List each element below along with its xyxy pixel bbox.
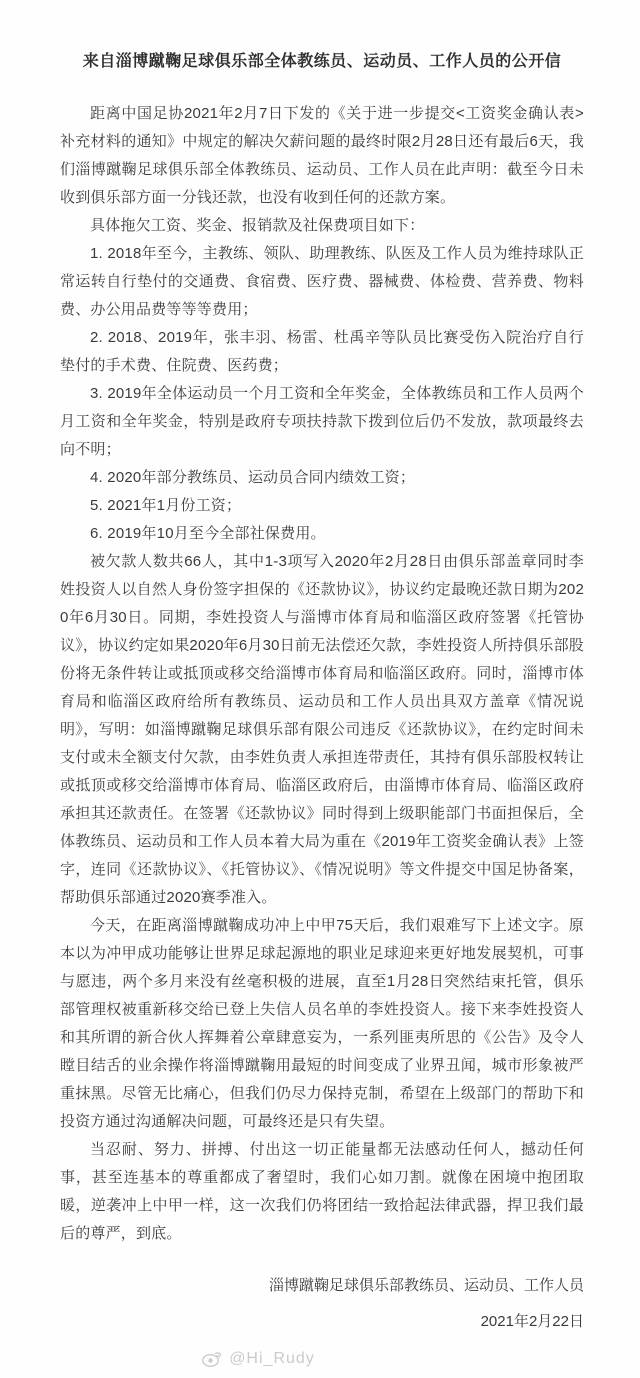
watermark-handle: @Hi_Rudy — [229, 1349, 315, 1367]
paragraph: 3. 2019年全体运动员一个月工资和全年奖金，全体教练员和工作人员两个月工资和全年奖金，特别是政府专项扶持款下拨到位后仍不发放，款项最终去向不明； — [60, 385, 584, 458]
weibo-icon — [201, 1349, 223, 1368]
paragraph: 5. 2021年1月份工资； — [90, 497, 242, 514]
paragraph: 被欠款人数共66人，其中1-3项写入2020年2月28日由俱乐部盖章同时李姓投资人以自然人身份签字担保的《还款协议》，协议约定最晚还款日期为2020年6月30日。同期，李姓投资人与淄博市体育局和临淄区政府签署《托管协议》，协议约定如果2020年6月30日前无法偿还欠款，李姓投资人所持俱乐部股份将无条件转让或抵顶或移交给淄博市体育局和临淄区政府。同时，淄博市体育局和临淄区政府给所有教练员、运动员和工作人员出具双方盖章《情况说明》，写明：如淄博蹴鞠足球俱乐部有限公司违反《还款协议》，在约定时间未支付或未全额支付欠款，由李姓负责人承担连带责任，其持有俱乐部股权转让或抵顶或移交给淄博市体育局、临淄区政府后，由淄博市体育局、临淄区政府承担其还款责任。在签署《还款协议》同时得到上级职能部门书面担保后，全体教练员、运动员和工作人员本着大局为重在《2019年工资奖金确认表》上签字，连同《还款协议》、《托管协议》、《情况说明》等文件提交中国足协备案，帮助俱乐部通过2020赛季准入。 — [60, 553, 584, 906]
watermark — [0, 1349, 578, 1368]
paragraph: 6. 2019年10月至今全部社保费用。 — [90, 525, 326, 542]
paragraph: 距离中国足协2021年2月7日下发的《关于进一步提交<工资奖金确认表>补充材料的通知》中规定的解决欠薪问题的最终时限2月28日还有最后6天，我们淄博蹴鞠足球俱乐部全体教练员、运动员、工作人员在此声明：截至今日未收到俱乐部方面一分钱还款，也没有收到任何的还款方案。 — [60, 105, 584, 206]
paragraph: 当忍耐、努力、拼搏、付出这一切正能量都无法感动任何人，撼动任何事，甚至连基本的尊重都成了奢望时，我们心如刀割。就像在困境中抱团取暖，逆袭冲上中甲一样，这一次我们仍将团结一致拾起法律武器，捍卫我们最后的尊严，到底。 — [60, 1141, 584, 1242]
signature-line: 淄博蹴鞠足球俱乐部教练员、运动员、工作人员 — [268, 1277, 584, 1294]
paragraph: 2. 2018、2019年，张丰羽、杨雷、杜禹辛等队员比赛受伤入院治疗自行垫付的手术费、住院费、医药费； — [60, 329, 584, 374]
paragraph: 具体拖欠工资、奖金、报销款及社保费项目如下： — [90, 217, 425, 234]
paragraph: 1. 2018年至今，主教练、领队、助理教练、队医及工作人员为维持球队正常运转自行垫付的交通费、食宿费、医疗费、器械费、体检费、营养费、物料费、办公用品费等等等费用； — [60, 245, 584, 318]
letter-body — [60, 100, 584, 1248]
date-line: 2021年2月22日 — [480, 1313, 584, 1330]
paragraph: 4. 2020年部分教练员、运动员合同内绩效工资； — [90, 469, 416, 486]
letter-title: 来自淄博蹴鞠足球俱乐部全体教练员、运动员、工作人员的公开信 — [82, 53, 562, 70]
paragraph: 今天，在距离淄博蹴鞠成功冲上中甲75天后，我们艰难写下上述文字。原本以为冲甲成功能够让世界足球起源地的职业足球迎来更好地发展契机，可事与愿违，两个多月来没有丝毫积极的进展，直至1月28日突然结束托管，俱乐部管理权被重新移交给已登上失信人员名单的李姓投资人。接下来李姓投资人和其所谓的新合伙人挥舞着公章肆意妄为，一系列匪夷所思的《公告》及令人瞠目结舌的业余操作将淄博蹴鞠用最短的时间变成了业界丑闻，城市形象被严重抹黑。尽管无比痛心，但我们仍尽力保持克制，希望在上级部门的帮助下和投资方通过沟通解决问题，可最终还是只有失望。 — [60, 917, 584, 1130]
